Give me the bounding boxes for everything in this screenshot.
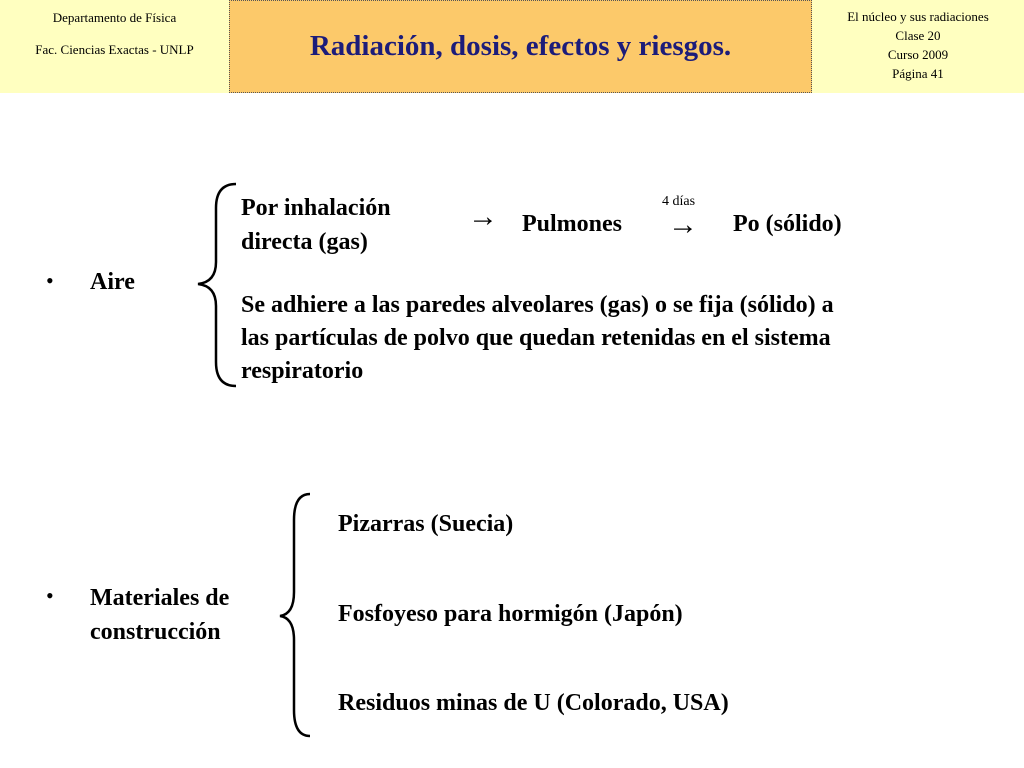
page-number: Página 41 [892, 66, 944, 81]
adhiere-line3: respiratorio [241, 358, 364, 384]
course-year: Curso 2009 [887, 47, 949, 62]
arrow-right-icon: → [468, 200, 498, 233]
adhiere-line1: Se adhiere a las paredes alveolares (gas) o se fija (sólido) a [241, 292, 834, 318]
inhalacion-line1: Por inhalación [241, 195, 391, 221]
class-number: Clase 20 [895, 28, 941, 43]
arrow-right-icon-2: → [668, 208, 698, 241]
material-item-3: Residuos minas de U (Colorado, USA) [338, 690, 729, 716]
adhiere-line2: las partículas de polvo que quedan retenidas en el sistema [241, 325, 831, 351]
aire-label: Aire [90, 269, 135, 295]
po-label: Po (sólido) [733, 211, 842, 237]
inhalacion-line2: directa (gas) [241, 229, 368, 255]
department-label: Departamento de Física [52, 10, 177, 25]
dias-label: 4 días [662, 194, 696, 209]
aire-bullet: • [46, 268, 54, 293]
materiales-label-line2: construcción [90, 619, 221, 645]
pulmones-label: Pulmones [522, 211, 623, 237]
faculty-label: Fac. Ciencias Exactas - UNLP [35, 42, 194, 57]
page-title: Radiación, dosis, efectos y riesgos. [309, 30, 732, 62]
materiales-label-line1: Materiales de [90, 585, 230, 611]
header-title-panel [229, 0, 812, 93]
header-left-panel [0, 0, 229, 93]
header-right-panel [812, 0, 1024, 93]
material-item-1: Pizarras (Suecia) [338, 511, 514, 537]
materiales-brace [276, 490, 316, 740]
materiales-bullet: • [46, 583, 54, 608]
course-topic: El núcleo y sus radiaciones [847, 9, 989, 24]
material-item-2: Fosfoyeso para hormigón (Japón) [338, 601, 683, 627]
aire-brace [194, 180, 244, 390]
